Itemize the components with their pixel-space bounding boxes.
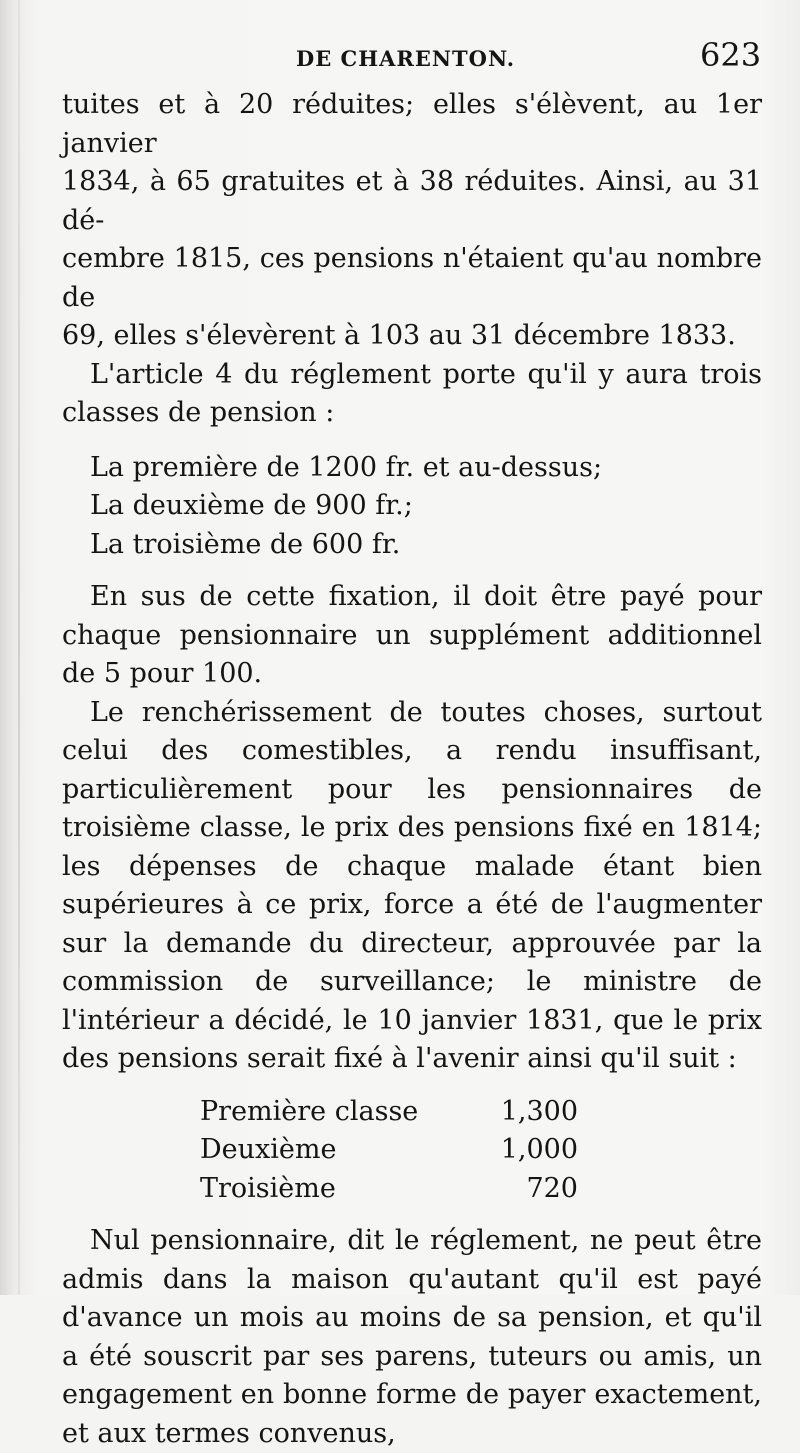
text-line: 1834, à 65 gratuites et à 38 réduites. Ainsi, au 31 dé- (62, 166, 762, 236)
page-gutter-shadow (18, 0, 20, 1295)
text-line: tuites et à 20 réduites; elles s'élèvent, au 1er janvier (62, 89, 762, 159)
table-row (200, 1170, 578, 1209)
class-cell: Première classe (200, 1095, 419, 1127)
value-cell: 1,000 (500, 1134, 578, 1165)
table-row (200, 1131, 578, 1170)
price-table (200, 1093, 578, 1209)
value-cell: 720 (526, 1172, 578, 1204)
list-item: La deuxième de 900 fr.; (90, 490, 413, 521)
class-cell: Deuxième (200, 1134, 337, 1165)
list-item: La troisième de 600 fr. (90, 528, 401, 560)
page-body (62, 86, 762, 1453)
page-number: 623 (700, 36, 762, 74)
pension-class-list (62, 449, 762, 565)
table-row (200, 1093, 578, 1132)
list-item: La première de 1200 fr. et au-dessus; (90, 451, 603, 483)
value-cell: 1,300 (500, 1095, 578, 1127)
class-cell: Troisième (200, 1172, 336, 1204)
paragraph-supplement: En sus de cette fixation, il doit être payé pour chaque pensionnaire un supplément additionnel de 5 pour 100. (62, 581, 762, 689)
paragraph-price-increase: Le renchérissement de toutes choses, surtout celui des comestibles, a rendu insuffisant, particulièrement pour les pensionnaires de troisième classe, le prix des pensions fixé en 1814; les dépenses de chaque malade étant bien supérieures à ce prix, force a été de l'augmenter sur la demande du directeur, approuvée par la commission de surveillance; le ministre de l'intérieur a décidé, le 10 janvier 1831, que le prix des pensions serait fixé à l'avenir ainsi qu'il suit : (62, 696, 762, 1074)
paragraph-article-4: L'article 4 du réglement porte qu'il y aura trois classes de pension : (62, 358, 762, 428)
page-header (0, 36, 800, 82)
paragraph-continuation (62, 86, 762, 356)
text-line: 69, elles s'élevèrent à 103 au 31 décembre 1833. (62, 320, 736, 351)
running-head: DE CHARENTON. (296, 46, 516, 71)
text-line: cembre 1815, ces pensions n'étaient qu'au nombre de (62, 243, 762, 313)
paragraph-admission: Nul pensionnaire, dit le réglement, ne peut être admis dans la maison qu'autant qu'il est payé d'avance un mois au moins de sa pension, et qu'il a été souscrit par ses parens, tuteurs ou amis, un engagement en bonne forme de payer exactement, et aux termes convenus, (62, 1225, 762, 1449)
